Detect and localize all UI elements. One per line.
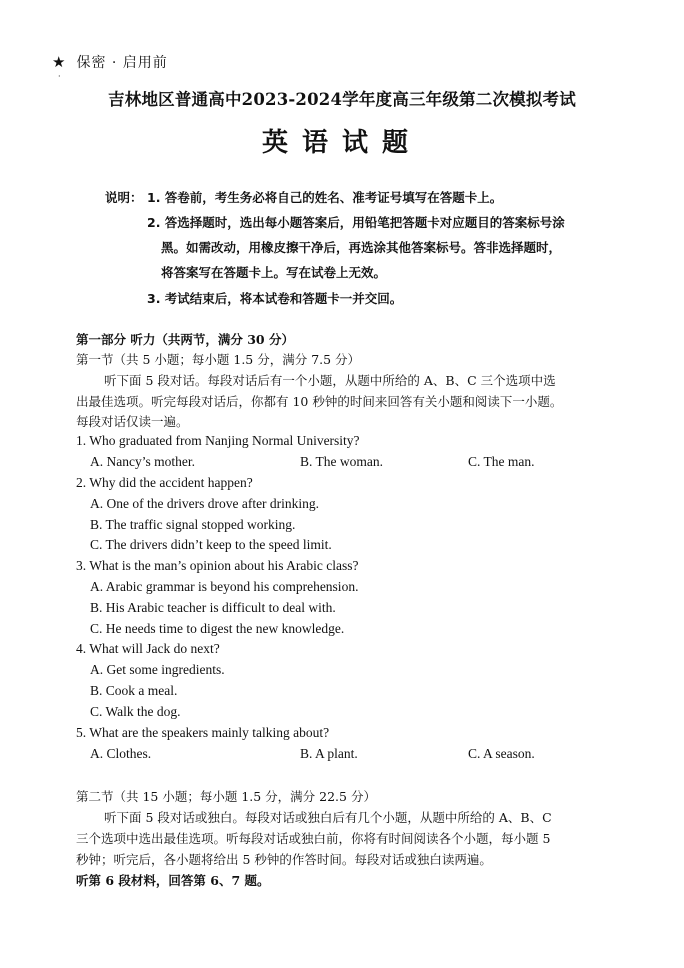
question-option: A. Nancy’s mother. <box>90 454 195 469</box>
question-option: A. Clothes. <box>90 746 152 761</box>
question-option: C. He needs time to digest the new knowledge. <box>90 621 345 636</box>
instruction-item: 2. 答选择题时，选出每小题答案后，用铅笔把答题卡对应题目的答案标号涂 <box>147 215 565 230</box>
directions-line: 三个选项中选出最佳选项。听每段对话或独白前，你将有时间阅读各个小题，每小题 5 <box>76 831 551 846</box>
confidential-text: 保密 · 启用前 <box>76 55 168 71</box>
directions-line: 出最佳选项。听完每段对话后，你都有 10 秒钟的时间来回答有关小题和阅读下一小题。 <box>76 394 563 409</box>
question-option: B. The woman. <box>300 454 383 469</box>
question-option: C. Walk the dog. <box>90 704 181 719</box>
question-option: A. One of the drivers drove after drinking. <box>90 496 320 511</box>
part-heading: 第一部分 听力（共两节，满分 30 分） <box>76 332 294 347</box>
directions-line: 听下面 5 段对话或独白。每段对话或独白后有几个小题，从题中所给的 A、B、C <box>104 810 552 825</box>
question-stem: 2. Why did the accident happen? <box>76 475 253 490</box>
star-icon: ★ <box>52 53 67 71</box>
directions-line: 秒钟；听完后，各小题将给出 5 秒钟的作答时间。每段对话或独白读两遍。 <box>76 852 492 867</box>
question-option: C. A season. <box>468 746 535 761</box>
subject-title: 英语试题 <box>261 128 422 158</box>
question-stem: 1. Who graduated from Nanjing Normal University? <box>76 433 360 448</box>
section-heading: 第二节（共 15 小题；每小题 1.5 分，满分 22.5 分） <box>76 789 376 804</box>
question-stem: 5. What are the speakers mainly talking about? <box>76 725 330 740</box>
question-option: B. A plant. <box>300 746 358 761</box>
exam-title: 吉林地区普通高中2023-2024学年度高三年级第二次模拟考试 <box>108 90 576 109</box>
question-stem: 3. What is the man’s opinion about his Arabic class? <box>76 558 359 573</box>
instruction-item: 将答案写在答题卡上。写在试卷上无效。 <box>161 265 387 280</box>
question-stem: 4. What will Jack do next? <box>76 641 220 656</box>
instruction-item: 黑。如需改动，用橡皮擦干净后，再选涂其他答案标号。答非选择题时， <box>161 240 562 255</box>
question-option: A. Get some ingredients. <box>90 662 225 677</box>
section-heading: 第一节（共 5 小题；每小题 1.5 分，满分 7.5 分） <box>76 352 361 367</box>
instructions-label: 说明： <box>105 190 143 205</box>
instruction-item: 3. 考试结束后，将本试卷和答题卡一并交回。 <box>147 291 403 306</box>
bullet-dot: · <box>58 72 61 81</box>
question-option: A. Arabic grammar is beyond his comprehension. <box>90 579 359 594</box>
instruction-item: 1. 答卷前，考生务必将自己的姓名、准考证号填写在答题卡上。 <box>147 190 503 205</box>
question-option: C. The man. <box>468 454 535 469</box>
question-option: C. The drivers didn’t keep to the speed limit. <box>90 537 332 552</box>
directions-line: 每段对话仅读一遍。 <box>76 414 189 429</box>
confidential-label <box>52 52 168 72</box>
question-option: B. His Arabic teacher is difficult to deal with. <box>90 600 336 615</box>
question-option: B. The traffic signal stopped working. <box>90 517 296 532</box>
question-option: B. Cook a meal. <box>90 683 178 698</box>
material-prompt: 听第 6 段材料，回答第 6、7 题。 <box>76 873 270 888</box>
directions-line: 听下面 5 段对话。每段对话后有一个小题，从题中所给的 A、B、C 三个选项中选 <box>104 373 556 388</box>
